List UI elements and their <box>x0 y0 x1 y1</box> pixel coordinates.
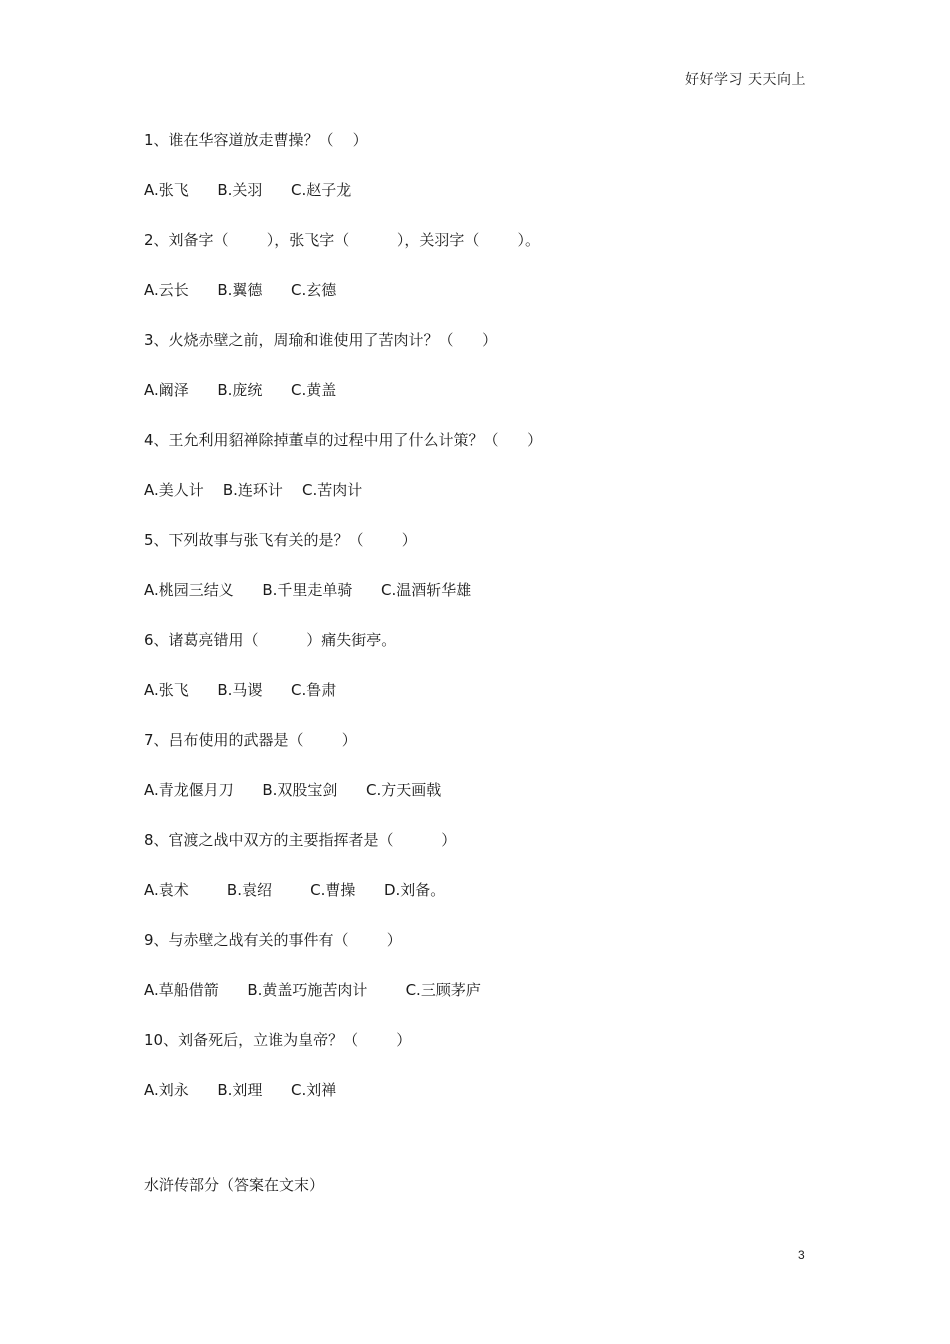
question-text: 7、吕布使用的武器是（ ） <box>144 731 357 749</box>
question-9 <box>144 928 824 1002</box>
question-text: 9、与赤壁之战有关的事件有（ ） <box>144 931 402 949</box>
page-number: 3 <box>798 1248 805 1262</box>
question-text: 6、诸葛亮错用（ ）痛失街亭。 <box>144 631 397 649</box>
question-text: 1、谁在华容道放走曹操？（ ） <box>144 131 368 149</box>
question-4 <box>144 428 824 502</box>
question-7 <box>144 728 824 802</box>
question-text: 3、火烧赤壁之前，周瑜和谁使用了苦肉计？（ ） <box>144 331 498 349</box>
question-text: 2、刘备字（ ），张飞字（ ），关羽字（ ）。 <box>144 231 541 249</box>
question-options: A.阚泽 B.庞统 C.黄盖 <box>144 381 337 399</box>
question-options: A.刘永 B.刘理 C.刘禅 <box>144 1081 337 1099</box>
question-text: 8、官渡之战中双方的主要指挥者是（ ） <box>144 831 457 849</box>
question-5 <box>144 528 824 602</box>
question-options: A.张飞 B.关羽 C.赵子龙 <box>144 181 352 199</box>
question-text: 4、王允利用貂禅除掉董卓的过程中用了什么计策？（ ） <box>144 431 543 449</box>
question-10 <box>144 1028 824 1102</box>
section-title: 水浒传部分（答案在文末） <box>144 1176 325 1194</box>
question-text: 5、下列故事与张飞有关的是？（ ） <box>144 531 417 549</box>
question-2 <box>144 228 824 302</box>
question-text: 10、刘备死后，立谁为皇帝？（ ） <box>144 1031 412 1049</box>
quiz-content <box>144 128 824 1128</box>
question-3 <box>144 328 824 402</box>
question-options: A.袁术 B.袁绍 C.曹操 D.刘备。 <box>144 881 446 899</box>
question-options: A.草船借箭 B.黄盖巧施苦肉计 C.三顾茅庐 <box>144 981 481 999</box>
page-header: 好好学习 天天向上 <box>685 72 806 88</box>
question-8 <box>144 828 824 902</box>
question-options: A.青龙偃月刀 B.双股宝剑 C.方天画戟 <box>144 781 442 799</box>
question-6 <box>144 628 824 702</box>
question-options: A.张飞 B.马谡 C.鲁肃 <box>144 681 337 699</box>
question-options: A.云长 B.翼德 C.玄德 <box>144 281 337 299</box>
question-options: A.美人计 B.连环计 C.苦肉计 <box>144 481 363 499</box>
question-1 <box>144 128 824 202</box>
question-options: A.桃园三结义 B.千里走单骑 C.温酒斩华雄 <box>144 581 472 599</box>
